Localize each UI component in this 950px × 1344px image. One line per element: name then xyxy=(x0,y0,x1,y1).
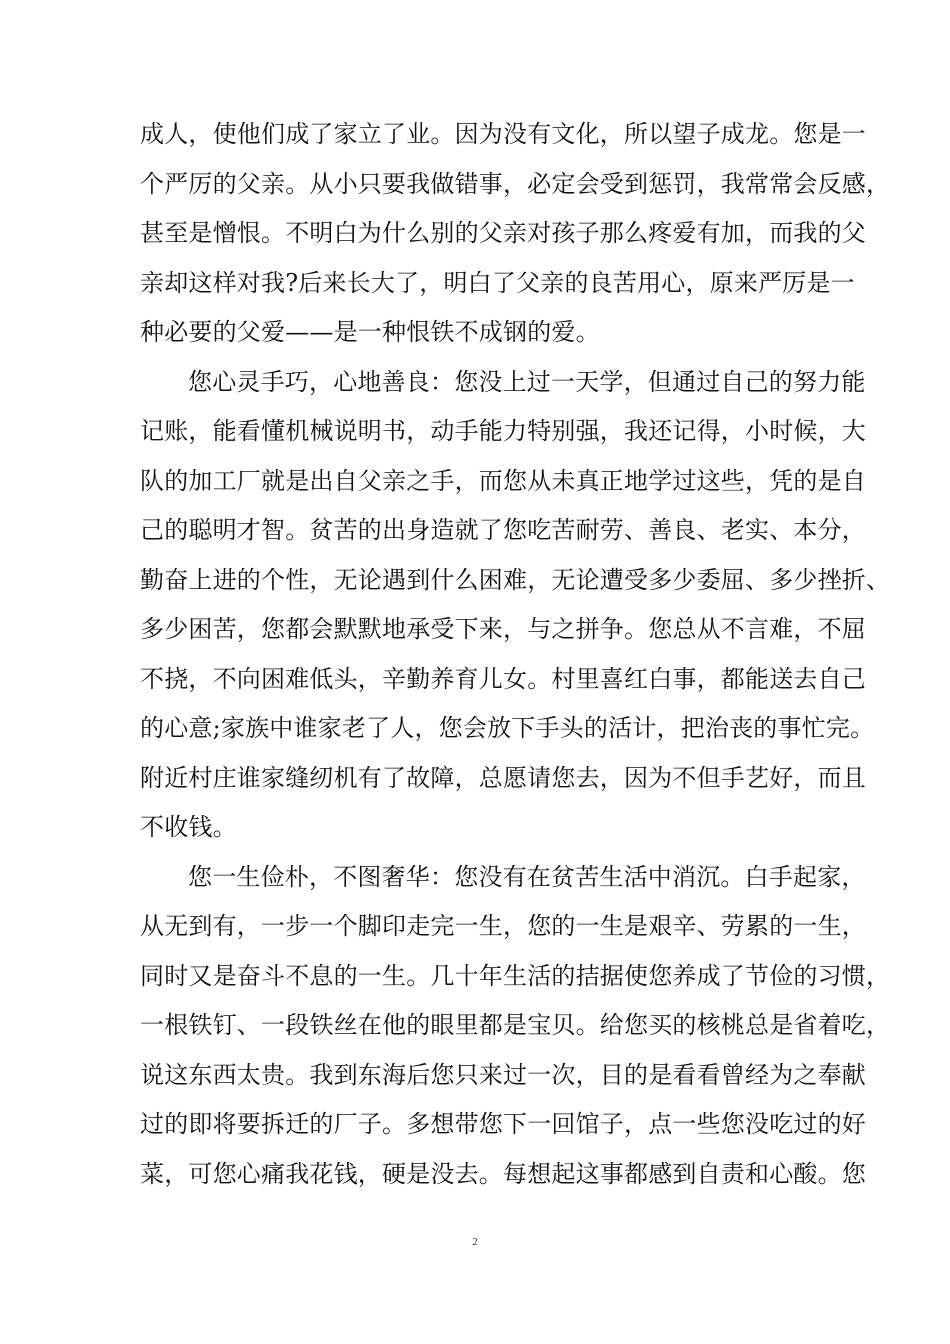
text-line: 说这东西太贵。我到东海后您只来过一次，目的是看看曾经为之奉献 xyxy=(140,1060,866,1089)
text-line: 己的聪明才智。贫苦的出身造就了您吃苦耐劳、善良、老实、本分， xyxy=(140,516,866,544)
text-line: 过的即将要拆迁的厂子。多想带您下一回馆子，点一些您没吃过的好 xyxy=(140,1110,866,1138)
text-line: 同时又是奋斗不息的一生。几十年生活的拮据使您养成了节俭的习惯， xyxy=(140,961,891,990)
text-line: 个严厉的父亲。从小只要我做错事，必定会受到惩罚，我常常会反感， xyxy=(140,169,891,198)
text-line: 一根铁钉、一段铁丝在他的眼里都是宝贝。给您买的核桃总是省着吃， xyxy=(140,1011,891,1039)
text-line: 种必要的父爱——是一种恨铁不成钢的爱。 xyxy=(140,318,600,346)
text-line: 成人，使他们成了家立了业。因为没有文化，所以望子成龙。您是一 xyxy=(140,120,866,148)
text-line: 不挠，不向困难低头，辛勤养育儿女。村里喜红白事，都能送去自己 xyxy=(140,664,866,693)
text-line: 菜，可您心痛我花钱，硬是没去。每想起这事都感到自责和心酸。您 xyxy=(140,1159,866,1188)
text-line: 队的加工厂就是出自父亲之手，而您从未真正地学过这些，凭的是自 xyxy=(140,466,866,495)
page-number: 2 xyxy=(472,1236,478,1248)
text-line: 从无到有，一步一个脚印走完一生，您的一生是艰辛、劳累的一生， xyxy=(140,912,866,940)
text-line: 不收钱。 xyxy=(140,813,237,841)
text-line: 亲却这样对我?后来长大了，明白了父亲的良苦用心，原来严厉是一 xyxy=(140,268,855,297)
text-line: 多少困苦，您都会默默地承受下来，与之拼争。您总从不言难，不屈 xyxy=(140,615,866,643)
text-line: 甚至是憎恨。不明白为什么别的父亲对孩子那么疼爱有加，而我的父 xyxy=(140,219,866,247)
text-line: 附近村庄谁家缝纫机有了故障，总愿请您去，因为不但手艺好，而且 xyxy=(140,763,866,792)
text-line: 勤奋上进的个性，无论遇到什么困难，无论遭受多少委屈、多少挫折、 xyxy=(140,565,891,594)
text-line: 的心意;家族中谁家老了人，您会放下手头的活计，把治丧的事忙完。 xyxy=(140,714,875,742)
text-line: 记账，能看懂机械说明书，动手能力特别强，我还记得，小时候，大 xyxy=(140,417,866,445)
body-text xyxy=(140,110,891,1199)
paragraph-start-line: 您心灵手巧，心地善良：您没上过一天学，但通过自己的努力能 xyxy=(188,367,866,396)
paragraph-start-line: 您一生俭朴，不图奢华：您没有在贫苦生活中消沉。白手起家， xyxy=(188,862,866,891)
